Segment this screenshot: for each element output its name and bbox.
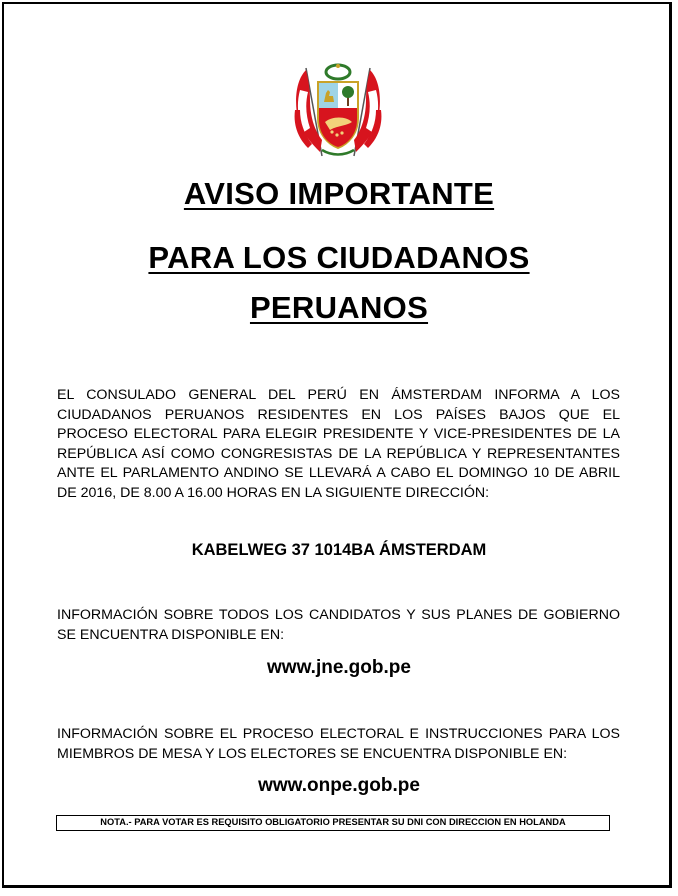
polling-address: KABELWEG 37 1014BA ÁMSTERDAM	[191, 541, 487, 559]
electoral-process-info-paragraph: INFORMACIÓN SOBRE EL PROCESO ELECTORAL E INSTRUCCIONES PARA LOS MIEMBROS DE MESA Y LOS ELECTORES SE ENCUENTRA DISPONIBLE EN:	[57, 726, 620, 762]
notice-title: AVISO IMPORTANTE	[183, 176, 495, 211]
notice-subtitle-line1: PARA LOS CIUDADANOS	[148, 240, 530, 275]
candidates-info-paragraph: INFORMACIÓN SOBRE TODOS LOS CANDIDATOS Y SUS PLANES DE GOBIERNO SE ENCUENTRA DISPONIBLE EN:	[57, 607, 620, 643]
peru-coat-of-arms-icon	[292, 60, 384, 160]
dni-requirement-note: NOTA.- PARA VOTAR ES REQUISITO OBLIGATORIO PRESENTAR SU DNI CON DIRECCION EN HOLANDA	[56, 815, 610, 831]
election-announcement-paragraph: EL CONSULADO GENERAL DEL PERÚ EN ÁMSTERDAM INFORMA A LOS CIUDADANOS PERUANOS RESIDENTES EN LOS PAÍSES BAJOS QUE EL PROCESO ELECTORAL PARA ELEGIR PRESIDENTE Y VICE-PRESIDENTES DE LA REPÚBLICA ASÍ COMO CONGRESISTAS DE LA REPÚBLICA Y REPRESENTANTES ANTE EL PARLAMENTO ANDINO SE LLEVARÁ A CABO EL DOMINGO 10 DE ABRIL DE 2016, DE 8.00 A 16.00 HORAS EN LA SIGUIENTE DIRECCIÓN:	[57, 387, 620, 501]
onpe-website-link[interactable]: www.onpe.gob.pe	[258, 775, 420, 796]
jne-website-link[interactable]: www.jne.gob.pe	[267, 657, 411, 678]
notice-subtitle-line2: PERUANOS	[249, 290, 429, 325]
